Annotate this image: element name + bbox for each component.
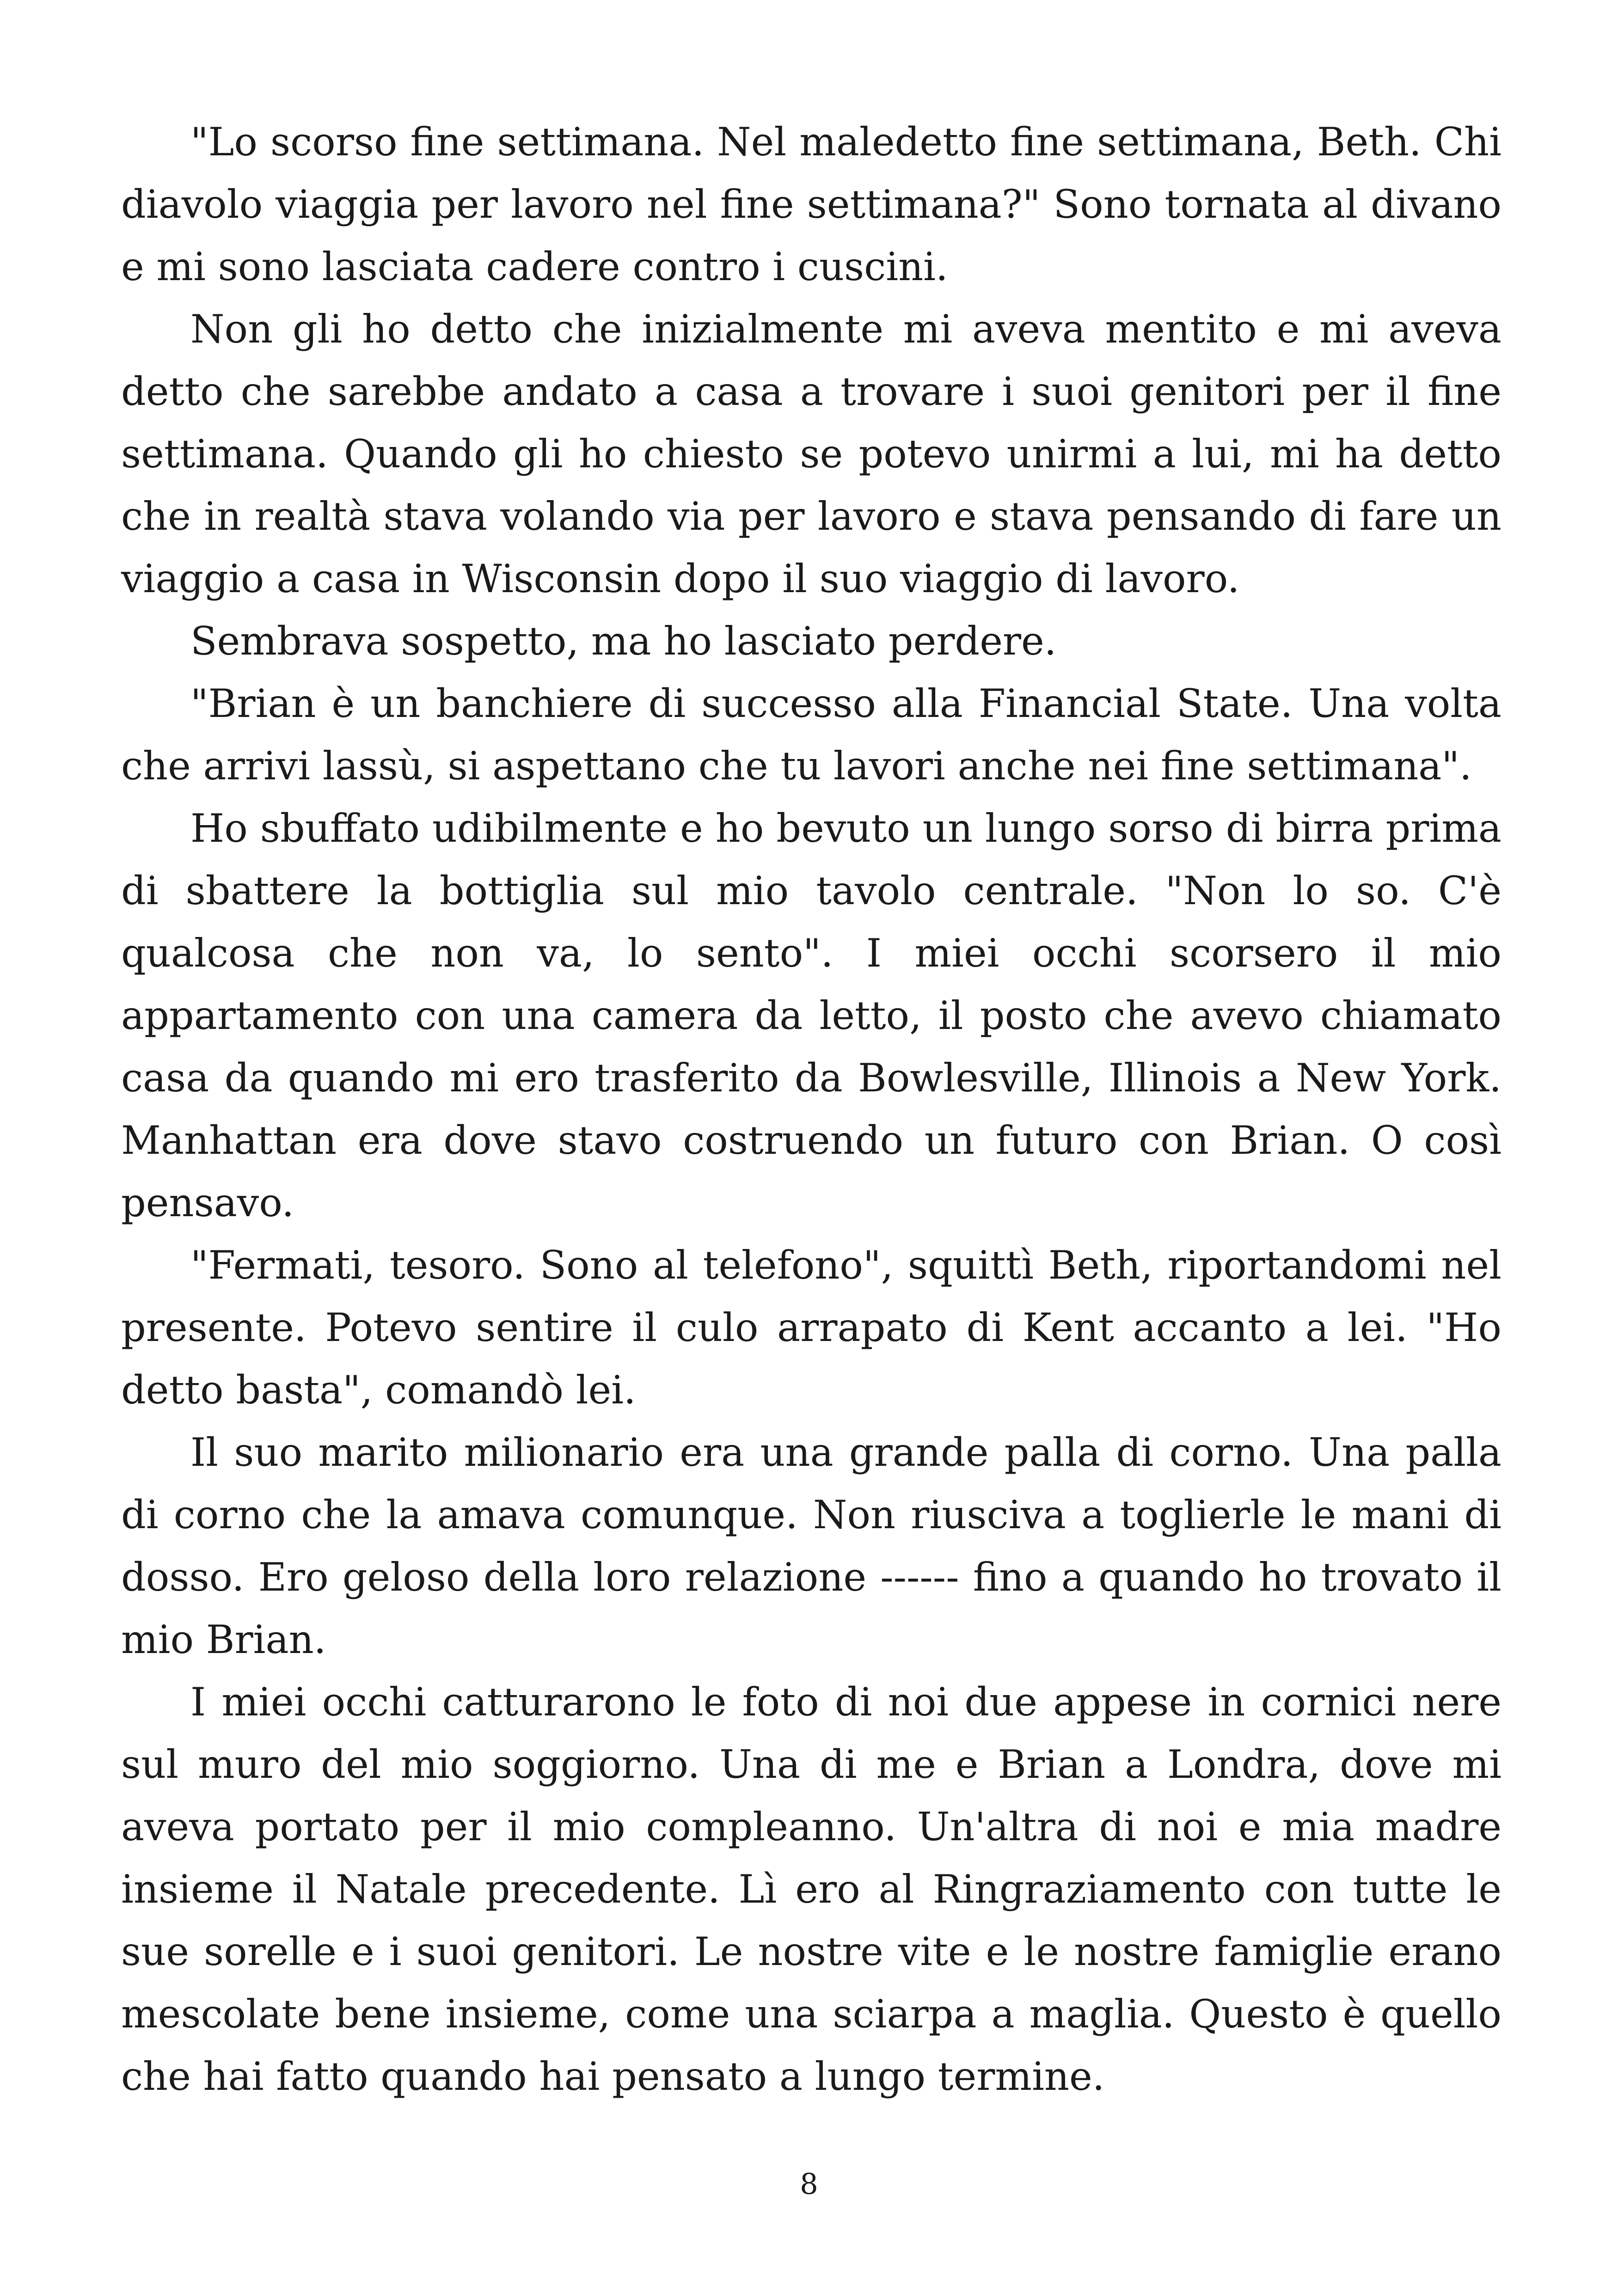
paragraph: Il suo marito milionario era una grande palla di corno. Una palla di corno che la amava comunque. Non riusciva a toglierle le mani di dosso. Ero geloso della loro relazione ------ fino a quando ho trovato il mio Brian.: [121, 1430, 1502, 1662]
page-number: 8: [800, 2167, 818, 2201]
paragraph: Sembrava sospetto, ma ho lasciato perdere.: [190, 618, 1057, 664]
paragraph: Non gli ho detto che inizialmente mi aveva mentito e mi aveva detto che sarebbe andato a casa a trovare i suoi genitori per il fine settimana. Quando gli ho chiesto se potevo unirmi a lui, mi ha detto che in realtà stava volando via per lavoro e stava pensando di fare un viaggio a casa in Wisconsin dopo il suo viaggio di lavoro.: [121, 306, 1502, 601]
paragraph: Ho sbuffato udibilmente e ho bevuto un lungo sorso di birra prima di sbattere la bottiglia sul mio tavolo centrale. "Non lo so. C'è qualcosa che non va, lo sento". I miei occhi scorsero il mio appartamento con una camera da letto, il posto che avevo chiamato casa da quando mi ero trasferito da Bowlesville, Illinois a New York. Manhattan era dove stavo costruendo un futuro con Brian. O così pensavo.: [121, 806, 1502, 1225]
paragraph: "Lo scorso fine settimana. Nel maledetto fine settimana, Beth. Chi diavolo viaggia per lavoro nel fine settimana?" Sono tornata al divano e mi sono lasciata cadere contro i cuscini.: [121, 119, 1502, 289]
paragraph: "Fermati, tesoro. Sono al telefono", squittì Beth, riportandomi nel presente. Potevo sentire il culo arrapato di Kent accanto a lei. "Ho detto basta", comandò lei.: [121, 1243, 1502, 1413]
paragraph: I miei occhi catturarono le foto di noi due appese in cornici nere sul muro del mio soggiorno. Una di me e Brian a Londra, dove mi aveva portato per il mio compleanno. Un'altra di noi e mia madre insieme il Natale precedente. Lì ero al Ringraziamento con tutte le sue sorelle e i suoi genitori. Le nostre vite e le nostre famiglie erano mescolate bene insieme, come una sciarpa a maglia. Questo è quello che hai fatto quando hai pensato a lungo termine.: [121, 1679, 1502, 2099]
paragraph: "Brian è un banchiere di successo alla Financial State. Una volta che arrivi lassù, si aspettano che tu lavori anche nei fine settimana".: [121, 681, 1502, 789]
body-text: [121, 111, 1502, 2108]
